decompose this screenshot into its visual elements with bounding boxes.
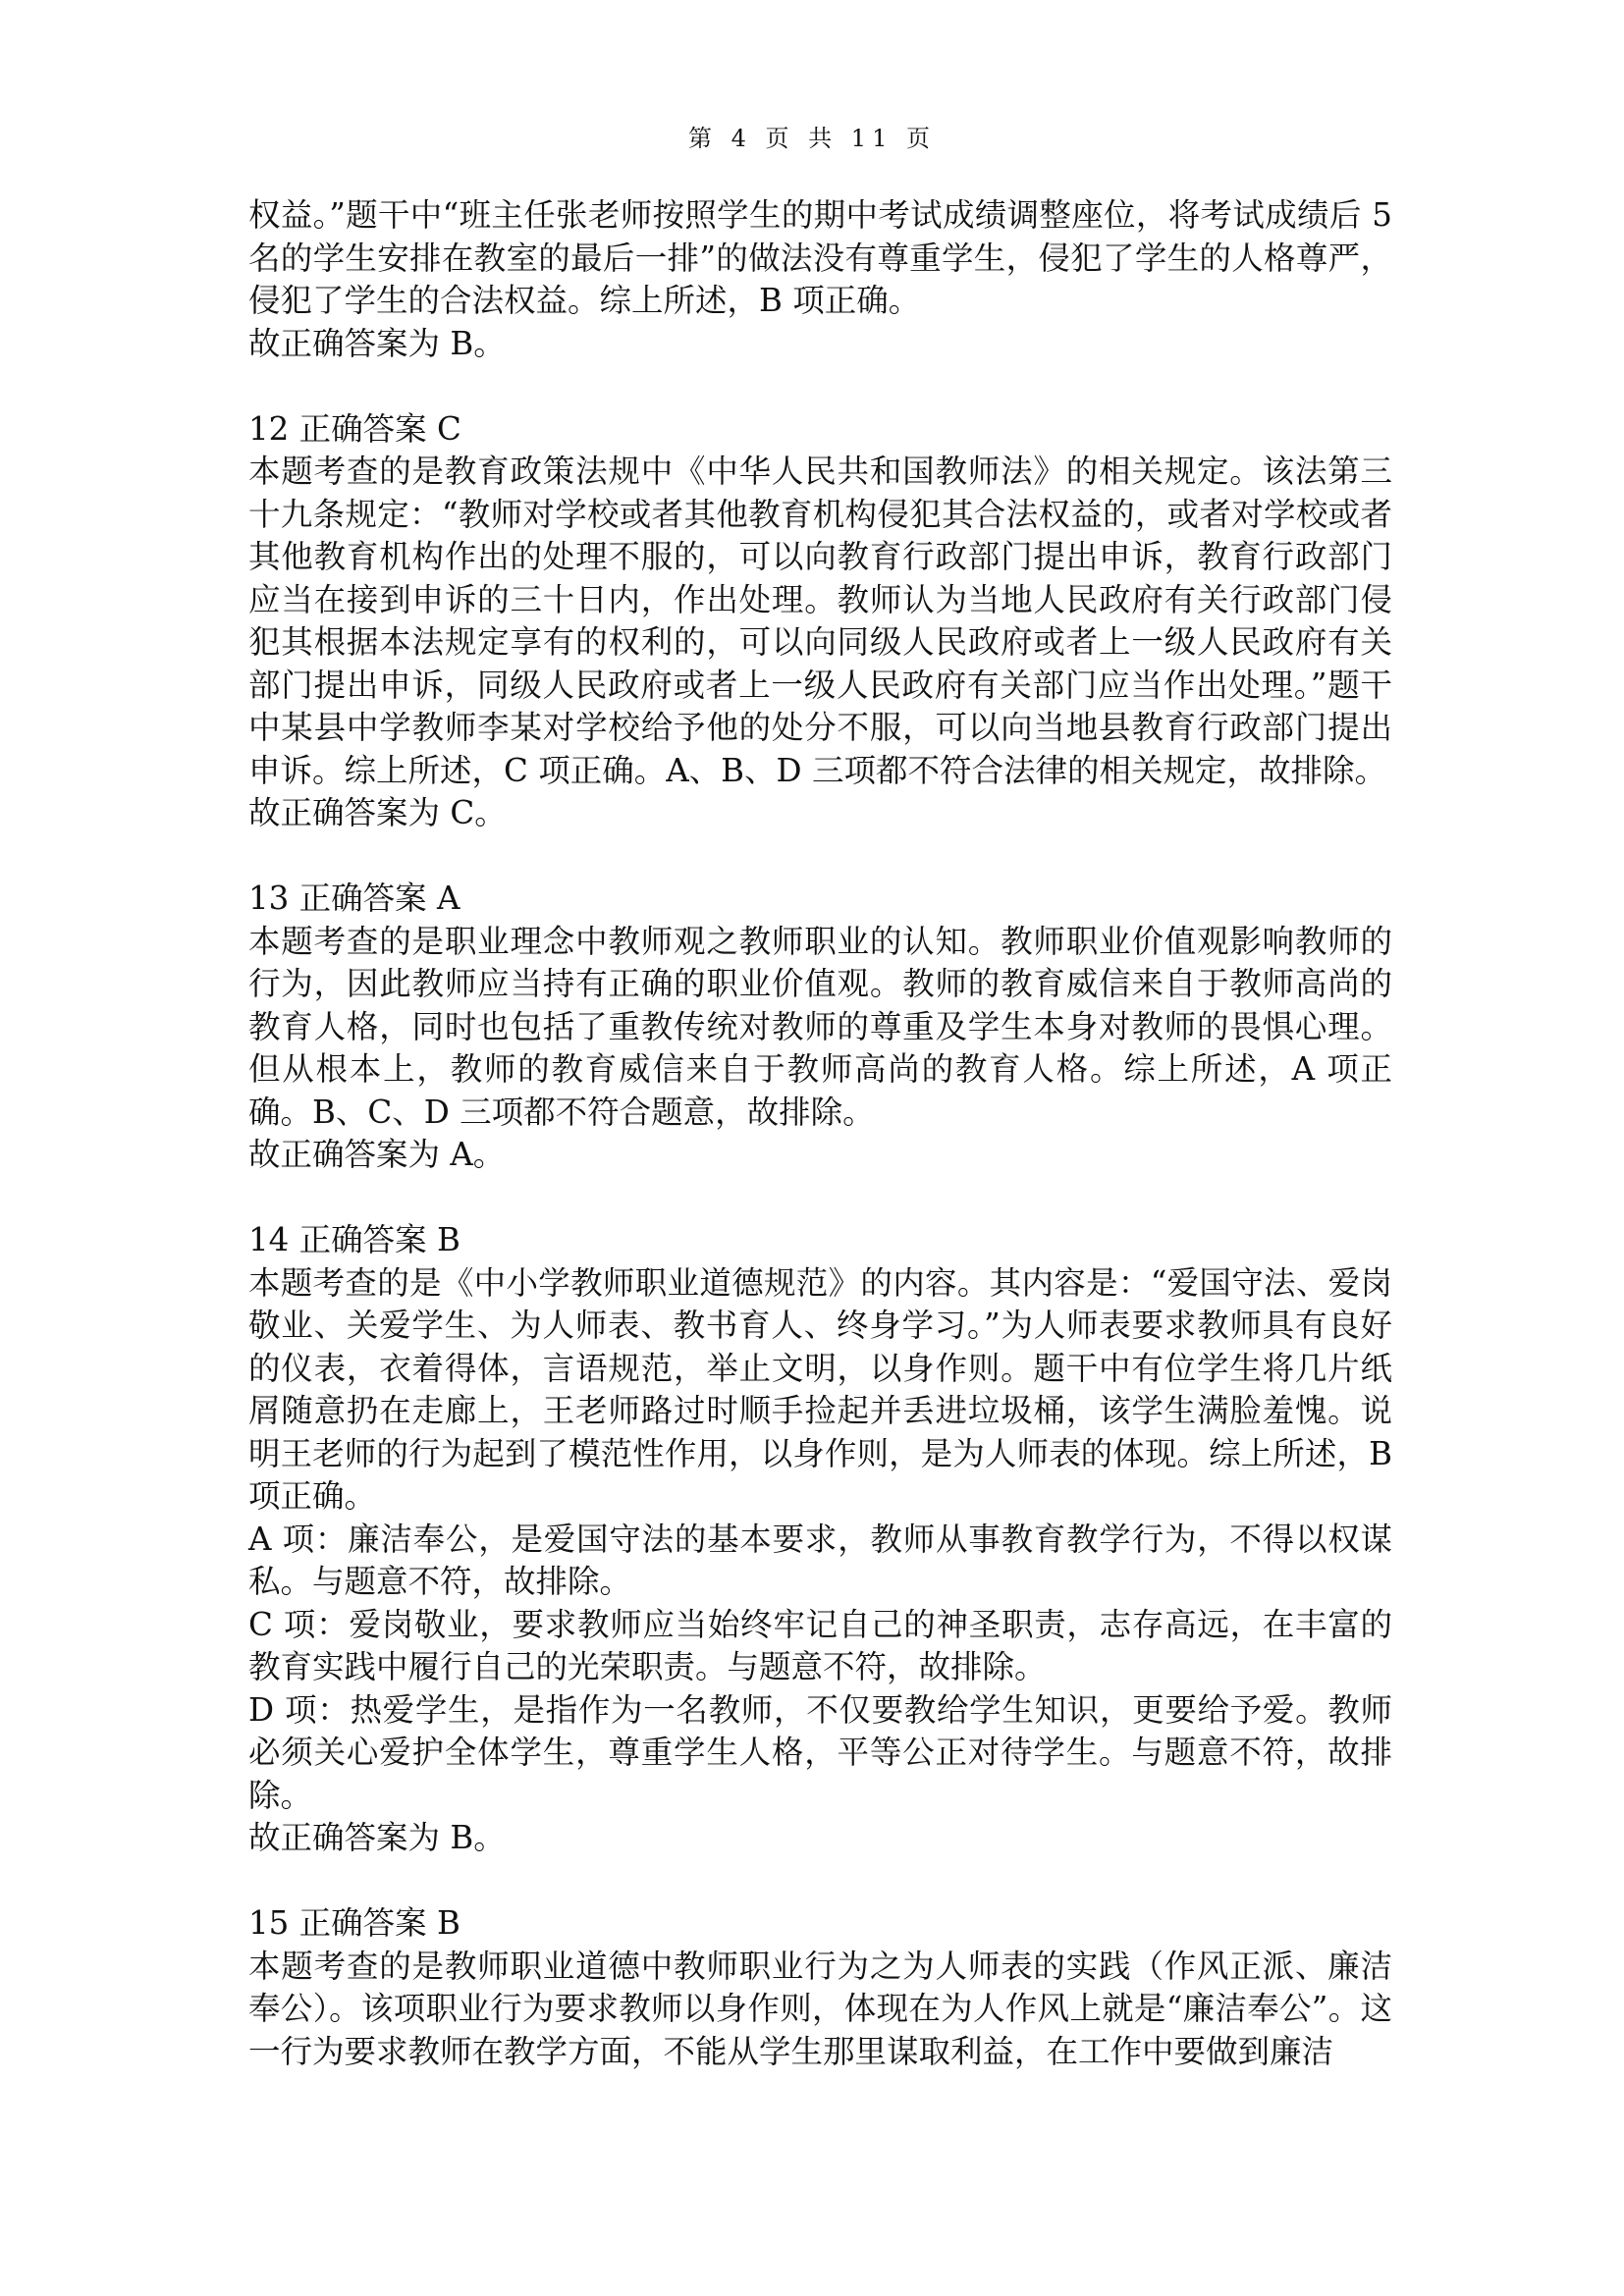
answer-heading: 13 正确答案 A [248,880,460,917]
answer-conclusion: 故正确答案为 A。 [248,1136,506,1173]
answer-heading: 15 正确答案 B [248,1904,460,1942]
answer-section-11-continued [248,194,1392,365]
answer-section-14 [248,1219,1392,1860]
answer-conclusion: 故正确答案为 C。 [248,794,507,831]
answer-explanation: 本题考查的是职业理念中教师观之教师职业的认知。教师职业价值观影响教师的行为，因此教师应当持有正确的职业价值观。教师的教育威信来自于教师高尚的教育人格，同时也包括了重教传统对教师的尊重及学生本身对教师的畏惧心理。但从根本上，教师的教育威信来自于教师高尚的教育人格。综上所述，A 项正确。B、C、D 三项都不符合题意，故排除。 [248,922,1392,1131]
page-number-header: 第 4 页 共 11 页 [688,125,936,152]
answer-explanation: 本题考查的是《中小学教师职业道德规范》的内容。其内容是：“爱国守法、爱岗敬业、关爱学生、为人师表、教书育人、终身学习。”为人师表要求教师具有良好的仪表，衣着得体，言语规范，举止文明，以身作则。题干中有位学生将几片纸屑随意扔在走廊上，王老师路过时顺手捡起并丢进垃圾桶，该学生满脸羞愧。说明王老师的行为起到了模范性作用，以身作则，是为人师表的体现。综上所述，B 项正确。 [248,1263,1392,1515]
answer-explanation: 本题考查的是教师职业道德中教师职业行为之为人师表的实践（作风正派、廉洁奉公）。该项职业行为要求教师以身作则，体现在为人作风上就是“廉洁奉公”。这一行为要求教师在教学方面，不能从学生那里谋取利益，在工作中要做到廉洁 [248,1947,1392,2070]
answer-heading: 14 正确答案 B [248,1221,460,1258]
answer-explanation: 本题考查的是教育政策法规中《中华人民共和国教师法》的相关规定。该法第三十九条规定：“教师对学校或者其他教育机构侵犯其合法权益的，或者对学校或者其他教育机构作出的处理不服的，可以向教育行政部门提出申诉，教育行政部门应当在接到申诉的三十日内，作出处理。教师认为当地人民政府有关行政部门侵犯其根据本法规定享有的权利的，可以向同级人民政府或者上一级人民政府有关部门提出申诉，同级人民政府或者上一级人民政府有关部门应当作出处理。”题干中某县中学教师李某对学校给予他的处分不服，可以向当地县教育行政部门提出申诉。综上所述，C 项正确。A、B、D 三项都不符合法律的相关规定，故排除。 [248,453,1392,789]
answer-explanation: 权益。”题干中“班主任张老师按照学生的期中考试成绩调整座位，将考试成绩后 5 名的学生安排在教室的最后一排”的做法没有尊重学生，侵犯了学生的人格尊严，侵犯了学生的合法权益。综上所述，B 项正确。 [248,196,1392,319]
answer-conclusion: 故正确答案为 B。 [248,324,506,362]
option-a-analysis: A 项：廉洁奉公，是爱国守法的基本要求，教师从事教育教学行为，不得以权谋私。与题意不符，故排除。 [248,1520,1392,1600]
answer-conclusion: 故正确答案为 B。 [248,1819,506,1856]
option-d-analysis: D 项：热爱学生，是指作为一名教师，不仅要教给学生知识，更要给予爱。教师必须关心爱护全体学生，尊重学生人格，平等公正对待学生。与题意不符，故排除。 [248,1690,1392,1814]
answer-section-13 [248,878,1392,1177]
answer-section-15 [248,1902,1392,2073]
answer-heading: 12 正确答案 C [248,409,461,448]
option-c-analysis: C 项：爱岗敬业，要求教师应当始终牢记自己的神圣职责，志存高远，在丰富的教育实践中履行自己的光荣职责。与题意不符，故排除。 [248,1605,1392,1685]
document-body [248,194,1392,2073]
answer-section-12 [248,408,1392,835]
